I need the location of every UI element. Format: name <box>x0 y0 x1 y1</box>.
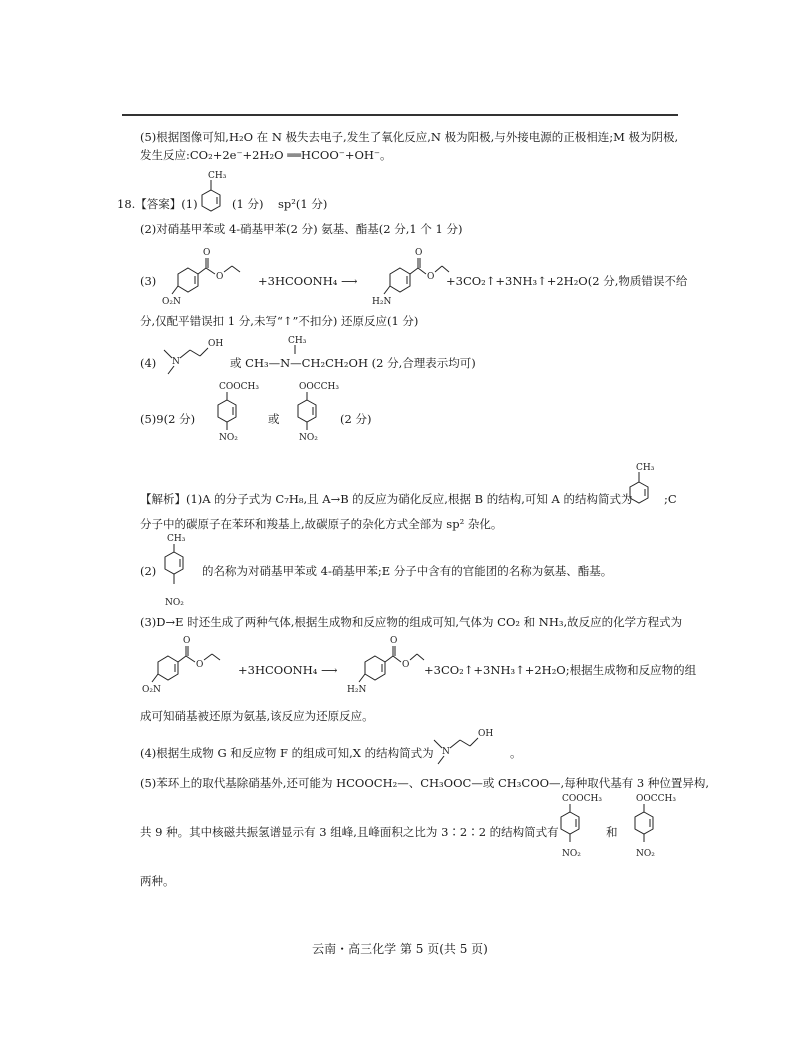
o-label: O <box>216 272 224 282</box>
analysis-a4-end: 。 <box>510 746 522 760</box>
oocch3-label: OOCCH₃ <box>636 794 676 804</box>
analysis-a5-line1: (5)苯环上的取代基除硝基外,还可能为 HCOOCH₂—、CH₃OOC—或 CH₃COO—,每种取代基有 3 种位置异构, <box>140 776 709 790</box>
ch3-label: CH₃ <box>208 171 227 181</box>
o-label: O <box>415 248 423 258</box>
answer-p3-label: (3) <box>140 274 157 288</box>
amino-alcohol-skeletal-analysis <box>428 726 498 766</box>
o-label: O <box>183 636 191 646</box>
analysis-a1-line1-end: ;C <box>664 492 677 506</box>
o-label: O <box>427 272 435 282</box>
no2-label: NO₂ <box>636 849 655 859</box>
q17-part5-line1: (5)根据图像可知,H₂O 在 N 极失去电子,发生了氧化反应,N 极为阳极,与外接电源的正极相连;M 极为阴极, <box>140 130 679 144</box>
oh-label: OH <box>478 729 494 739</box>
analysis-a3-products: +3CO₂↑+3NH₃↑+2H₂O;根据生成物和反应物的组 <box>424 663 697 677</box>
n-label: N <box>172 357 180 367</box>
o-label: O <box>402 660 410 670</box>
cooch3-label: COOCH₃ <box>219 382 259 392</box>
ester-amine-product <box>350 246 450 308</box>
analysis-a3-line3: 成可知硝基被还原为氨基,该反应为还原反应。 <box>140 709 374 723</box>
o-label: O <box>203 248 211 258</box>
no2-label: NO₂ <box>299 433 318 443</box>
answer-p1-score: (1 分) <box>232 197 264 211</box>
no2-label: NO₂ <box>165 598 184 608</box>
ester-amine-product-analysis <box>325 634 425 696</box>
answer-p4-text: 或 CH₃—N—CH₂CH₂OH (2 分,合理表示均可) <box>230 356 476 370</box>
n-label: N <box>442 747 450 757</box>
analysis-a5-line3: 两种。 <box>140 874 175 888</box>
nitrophenyl-acetate-structure <box>285 380 345 454</box>
no2-label: NO₂ <box>219 433 238 443</box>
analysis-a5-and: 和 <box>606 825 618 839</box>
h2n-label: H₂N <box>347 685 367 695</box>
o2n-label: O₂N <box>162 297 181 307</box>
answer-p3-reagent: +3HCOONH₄ ⟶ <box>258 274 358 288</box>
analysis-a3-reagent: +3HCOONH₄ ⟶ <box>238 663 338 677</box>
answer-p4-label: (4) <box>140 356 157 370</box>
o-label: O <box>196 660 204 670</box>
amino-alcohol-skeletal <box>158 336 228 376</box>
answer-p3-cont: 分,仅配平错误扣 1 分,未写“↑”不扣分) 还原反应(1 分) <box>140 314 419 328</box>
ch3-label: CH₃ <box>288 336 307 346</box>
h2n-label: H₂N <box>372 297 392 307</box>
answer-p1-hybrid: sp²(1 分) <box>278 197 328 211</box>
p-nitrotoluene-structure <box>157 532 197 608</box>
cooch3-label: COOCH₃ <box>562 794 602 804</box>
ch3-label: CH₃ <box>636 463 655 473</box>
ester-nitro-reactant-analysis <box>140 634 240 696</box>
no2-label: NO₂ <box>562 849 581 859</box>
methyl-nitrobenzoate-structure <box>205 380 265 454</box>
header-rule <box>122 114 678 116</box>
answer-p3-products: +3CO₂↑+3NH₃↑+2H₂O(2 分,物质错误不给 <box>446 274 688 288</box>
analysis-a3-line1: (3)D→E 时还生成了两种气体,根据生成物和反应物的组成可知,气体为 CO₂ 和 NH₃,故反应的化学方程式为 <box>140 615 683 629</box>
o-label: O <box>390 636 398 646</box>
analysis-a5-line2: 共 9 种。其中核磁共振氢谱显示有 3 组峰,且峰面积之比为 3∶2∶2 的结构简式有 <box>140 825 559 839</box>
ch3-label: CH₃ <box>167 534 186 544</box>
answer-p5-score: (2 分) <box>340 412 372 426</box>
answer-p5-label: (5)9(2 分) <box>140 412 196 426</box>
analysis-a2-text: 的名称为对硝基甲苯或 4-硝基甲苯;E 分子中含有的官能团的名称为氨基、酯基。 <box>202 564 613 578</box>
o2n-label: O₂N <box>142 685 161 695</box>
toluene-structure-answer <box>198 168 228 218</box>
toluene-structure-analysis <box>626 460 656 510</box>
methyl-nitrobenzoate-structure-analysis <box>548 792 608 866</box>
page-footer: 云南・高三化学 第 5 页(共 5 页) <box>312 942 488 956</box>
analysis-a4-text: (4)根据生成物 G 和反应物 F 的组成可知,X 的结构简式为 <box>140 746 434 760</box>
n-methyl-branch <box>288 334 308 354</box>
analysis-a1-line2: 分子中的碳原子在苯环和羧基上,故碳原子的杂化方式全部为 sp² 杂化。 <box>140 517 503 531</box>
nitrophenyl-acetate-structure-analysis <box>622 792 682 866</box>
q17-part5-line2: 发生反应:CO₂+2e⁻+2H₂O ══HCOO⁻+OH⁻。 <box>140 148 392 162</box>
oh-label: OH <box>208 339 224 349</box>
answer-p2: (2)对硝基甲苯或 4-硝基甲苯(2 分) 氨基、酯基(2 分,1 个 1 分) <box>140 222 463 236</box>
answer-p5-or: 或 <box>268 412 280 426</box>
oocch3-label: OOCCH₃ <box>299 382 339 392</box>
analysis-a1-line1: 【解析】(1)A 的分子式为 C₇H₈,且 A→B 的反应为硝化反应,根据 B 的结构,可知 A 的结构简式为 <box>140 492 633 506</box>
analysis-a2-label: (2) <box>140 564 157 578</box>
answer-header: 18.【答案】(1) <box>117 197 198 211</box>
ester-nitro-reactant <box>160 246 260 308</box>
